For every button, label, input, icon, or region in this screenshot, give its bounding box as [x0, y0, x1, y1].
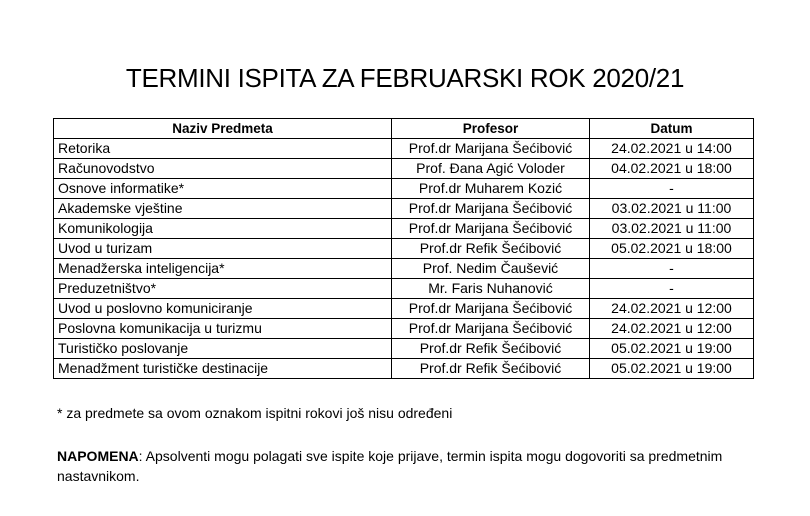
- date-cell: -: [590, 179, 754, 199]
- professor-cell: Prof.dr Refik Šećibović: [392, 359, 590, 379]
- subject-cell: Uvod u poslovno komuniciranje: [54, 299, 392, 319]
- date-cell: -: [590, 279, 754, 299]
- table-row: [54, 279, 754, 299]
- table-header-row: [54, 119, 754, 139]
- table-row: [54, 199, 754, 219]
- professor-cell: Prof.dr Refik Šećibović: [392, 339, 590, 359]
- date-cell: 05.02.2021 u 19:00: [590, 339, 754, 359]
- date-cell: 05.02.2021 u 19:00: [590, 359, 754, 379]
- page-title: TERMINI ISPITA ZA FEBRUARSKI ROK 2020/21: [125, 63, 685, 93]
- header-date: Datum: [590, 119, 754, 139]
- professor-cell: Prof.dr Refik Šećibović: [392, 239, 590, 259]
- table-row: [54, 339, 754, 359]
- professor-cell: Prof.dr Marijana Šećibović: [392, 199, 590, 219]
- subject-cell: Menadžment turističke destinacije: [54, 359, 392, 379]
- table-row: [54, 159, 754, 179]
- subject-cell: Osnove informatike*: [54, 179, 392, 199]
- date-cell: -: [590, 259, 754, 279]
- header-subject: Naziv Predmeta: [54, 119, 392, 139]
- subject-cell: Preduzetništvo*: [54, 279, 392, 299]
- table-row: [54, 259, 754, 279]
- subject-cell: Turističko poslovanje: [54, 339, 392, 359]
- date-cell: 03.02.2021 u 11:00: [590, 219, 754, 239]
- subject-cell: Poslovna komunikacija u turizmu: [54, 319, 392, 339]
- note-paragraph: [57, 446, 757, 486]
- table-row: [54, 179, 754, 199]
- subject-cell: Uvod u turizam: [54, 239, 392, 259]
- professor-cell: Prof.dr Marijana Šećibović: [392, 319, 590, 339]
- note-text: : Apsolventi mogu polagati sve ispite koje prijave, termin ispita mogu dogovoriti sa predmetnim nastavnikom.: [57, 448, 723, 484]
- professor-cell: Mr. Faris Nuhanović: [392, 279, 590, 299]
- date-cell: 05.02.2021 u 18:00: [590, 239, 754, 259]
- date-cell: 04.02.2021 u 18:00: [590, 159, 754, 179]
- table-row: [54, 239, 754, 259]
- professor-cell: Prof.dr Marijana Šećibović: [392, 299, 590, 319]
- date-cell: 24.02.2021 u 14:00: [590, 139, 754, 159]
- subject-cell: Komunikologija: [54, 219, 392, 239]
- professor-cell: Prof. Đana Agić Voloder: [392, 159, 590, 179]
- note-label: NAPOMENA: [57, 448, 139, 464]
- subject-cell: Menadžerska inteligencija*: [54, 259, 392, 279]
- professor-cell: Prof. Nedim Čaušević: [392, 259, 590, 279]
- date-cell: 24.02.2021 u 12:00: [590, 299, 754, 319]
- footnote: * za predmete sa ovom oznakom ispitni rokovi još nisu određeni: [57, 405, 453, 421]
- exam-schedule-table: [53, 118, 754, 379]
- date-cell: 03.02.2021 u 11:00: [590, 199, 754, 219]
- professor-cell: Prof.dr Muharem Kozić: [392, 179, 590, 199]
- subject-cell: Računovodstvo: [54, 159, 392, 179]
- professor-cell: Prof.dr Marijana Šećibović: [392, 139, 590, 159]
- table-row: [54, 219, 754, 239]
- professor-cell: Prof.dr Marijana Šećibović: [392, 219, 590, 239]
- date-cell: 24.02.2021 u 12:00: [590, 319, 754, 339]
- table-row: [54, 359, 754, 379]
- subject-cell: Retorika: [54, 139, 392, 159]
- subject-cell: Akademske vještine: [54, 199, 392, 219]
- table-row: [54, 299, 754, 319]
- table-row: [54, 319, 754, 339]
- header-professor: Profesor: [392, 119, 590, 139]
- table-row: [54, 139, 754, 159]
